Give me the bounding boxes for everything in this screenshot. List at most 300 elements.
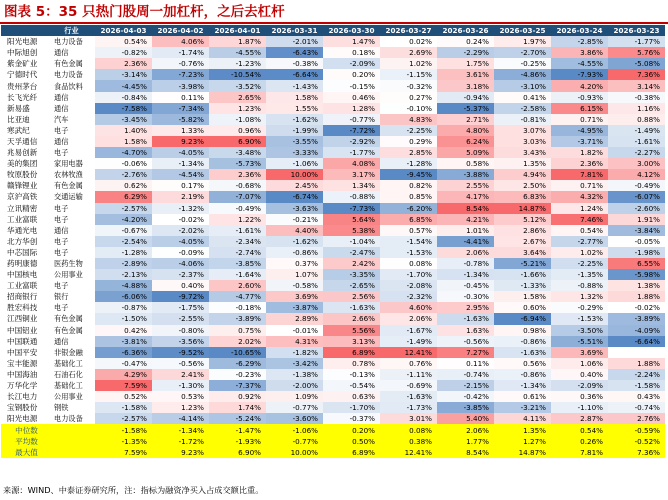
value-cell: -0.01%	[266, 325, 323, 336]
value-cell: -0.10%	[380, 103, 437, 114]
value-cell: -1.77%	[323, 147, 380, 158]
value-cell: -1.62%	[266, 114, 323, 125]
value-cell: -0.49%	[608, 180, 665, 191]
value-cell: -2.89%	[95, 258, 152, 269]
value-cell: 1.58%	[95, 136, 152, 147]
value-cell: -5.21%	[494, 258, 551, 269]
value-cell: 1.16%	[608, 103, 665, 114]
value-cell: -5.37%	[437, 103, 494, 114]
value-cell: -0.77%	[266, 402, 323, 413]
value-cell: 4.94%	[494, 169, 551, 180]
value-cell: -2.25%	[380, 125, 437, 136]
value-cell: 0.58%	[437, 158, 494, 169]
value-cell: 0.53%	[152, 391, 209, 402]
value-cell: -7.73%	[323, 203, 380, 214]
industry-cell: 钢铁	[54, 403, 69, 413]
value-cell: 2.19%	[152, 191, 209, 202]
value-cell: 4.60%	[380, 302, 437, 313]
value-cell: -2.08%	[380, 280, 437, 291]
value-cell: 2.36%	[551, 158, 608, 169]
value-cell: -3.35%	[323, 269, 380, 280]
value-cell: 4.32%	[551, 191, 608, 202]
value-cell: -1.63%	[323, 302, 380, 313]
summary-spacer	[48, 436, 95, 447]
stock-name: 长飞光纤	[7, 92, 38, 102]
value-cell: -0.86%	[494, 369, 551, 380]
value-cell: -2.74%	[209, 247, 266, 258]
summary-spacer	[48, 424, 95, 435]
value-cell: -1.38%	[266, 369, 323, 380]
value-cell: 4.11%	[494, 413, 551, 424]
value-cell: 2.66%	[323, 313, 380, 324]
value-cell: 3.69%	[551, 347, 608, 358]
summary-value: 7.59%	[95, 447, 152, 458]
value-cell: -0.37%	[323, 413, 380, 424]
value-cell: -0.47%	[95, 358, 152, 369]
summary-label: 最大值	[1, 447, 48, 458]
value-cell: -1.75%	[152, 302, 209, 313]
value-cell: -0.05%	[608, 236, 665, 247]
value-cell: 5.40%	[437, 413, 494, 424]
value-cell: -6.36%	[95, 347, 152, 358]
value-cell: 1.38%	[608, 280, 665, 291]
value-cell: -0.38%	[608, 92, 665, 103]
value-cell: 2.50%	[494, 180, 551, 191]
stock-name: 立讯精密	[7, 203, 38, 213]
value-cell: -2.70%	[494, 47, 551, 58]
value-cell: 5.38%	[323, 225, 380, 236]
table-row	[1, 180, 665, 191]
value-cell: -0.82%	[95, 47, 152, 58]
value-cell: -0.38%	[266, 58, 323, 69]
table-row	[1, 225, 665, 236]
value-cell: -0.88%	[323, 191, 380, 202]
stock-name: 工业富联	[7, 281, 38, 291]
industry-cell: 公用事业	[54, 270, 83, 280]
value-cell: 2.85%	[380, 147, 437, 158]
value-cell	[608, 347, 665, 358]
industry-cell: 非银金融	[54, 347, 83, 357]
stock-name: 贵州茅台	[7, 81, 38, 91]
value-cell: -3.52%	[209, 80, 266, 91]
value-cell: 0.92%	[209, 391, 266, 402]
stock-name: 京沪高铁	[7, 192, 38, 202]
value-cell: -4.20%	[95, 214, 152, 225]
value-cell: 0.61%	[494, 391, 551, 402]
value-cell: -1.63%	[437, 313, 494, 324]
table-row	[1, 47, 665, 58]
industry-cell: 通信	[54, 336, 69, 346]
table-row	[1, 391, 665, 402]
value-cell: 0.71%	[551, 180, 608, 191]
table-row	[1, 147, 665, 158]
value-cell: 1.23%	[209, 103, 266, 114]
value-cell: 2.45%	[266, 180, 323, 191]
value-cell: -1.10%	[551, 402, 608, 413]
value-cell: 6.90%	[209, 136, 266, 147]
table-row	[1, 269, 665, 280]
value-cell: -1.99%	[266, 125, 323, 136]
value-cell: 1.87%	[209, 36, 266, 47]
stock-name: 兆易创新	[7, 148, 38, 158]
value-cell: -3.71%	[551, 136, 608, 147]
value-cell: 0.17%	[152, 180, 209, 191]
value-cell: -1.82%	[266, 347, 323, 358]
industry-cell: 电力设备	[54, 70, 83, 80]
value-cell: -2.32%	[380, 291, 437, 302]
value-cell: 8.54%	[437, 203, 494, 214]
table-row	[1, 169, 665, 180]
header-date: 2026-03-30	[323, 25, 380, 36]
header-date: 2026-03-25	[494, 25, 551, 36]
value-cell: -3.21%	[494, 402, 551, 413]
value-cell: 6.29%	[95, 191, 152, 202]
value-cell: -0.93%	[551, 92, 608, 103]
value-cell: 1.28%	[323, 103, 380, 114]
value-cell: -2.85%	[551, 36, 608, 47]
industry-cell: 电子	[54, 203, 69, 213]
value-cell: -3.84%	[608, 225, 665, 236]
summary-value: 7.81%	[551, 447, 608, 458]
summary-row	[1, 447, 665, 458]
industry-cell: 农林牧渔	[54, 170, 83, 180]
industry-cell: 电子	[54, 247, 69, 257]
value-cell: 1.02%	[380, 58, 437, 69]
value-cell: 1.47%	[323, 36, 380, 47]
header-stock	[1, 25, 48, 36]
value-cell: -3.48%	[209, 147, 266, 158]
value-cell: 4.40%	[266, 225, 323, 236]
value-cell: 2.41%	[152, 369, 209, 380]
value-cell: 0.85%	[380, 191, 437, 202]
value-cell: 4.20%	[551, 80, 608, 91]
value-cell: -1.30%	[152, 380, 209, 391]
value-cell: -4.05%	[152, 147, 209, 158]
industry-cell: 电子	[54, 125, 69, 135]
summary-value: 2.06%	[437, 424, 494, 435]
value-cell: 0.96%	[209, 125, 266, 136]
value-cell: 3.14%	[608, 80, 665, 91]
stock-name: 宝钢股份	[7, 403, 38, 413]
summary-value: 0.26%	[551, 436, 608, 447]
value-cell: -1.11%	[380, 369, 437, 380]
value-cell: -1.49%	[380, 336, 437, 347]
summary-row	[1, 436, 665, 447]
industry-cell: 有色金属	[54, 59, 83, 69]
value-cell: 3.43%	[494, 147, 551, 158]
value-cell: 2.55%	[437, 180, 494, 191]
value-cell: 0.52%	[95, 391, 152, 402]
value-cell: -2.15%	[437, 380, 494, 391]
value-cell: 1.09%	[266, 391, 323, 402]
value-cell: -7.07%	[209, 191, 266, 202]
value-cell: -0.84%	[95, 92, 152, 103]
value-cell: 6.85%	[380, 214, 437, 225]
value-cell: -0.18%	[209, 302, 266, 313]
value-cell: -0.13%	[323, 369, 380, 380]
industry-cell: 通信	[54, 48, 69, 58]
table-row	[1, 80, 665, 91]
value-cell: -2.65%	[323, 280, 380, 291]
value-cell: -2.57%	[95, 203, 152, 214]
value-cell: -3.63%	[266, 203, 323, 214]
stock-name: 江西铜业	[7, 314, 38, 324]
table-row	[1, 247, 665, 258]
stock-name: 中际旭创	[7, 48, 38, 58]
value-cell: 6.24%	[437, 136, 494, 147]
value-cell: 0.98%	[494, 325, 551, 336]
value-cell: 0.36%	[551, 391, 608, 402]
value-cell: -3.60%	[266, 413, 323, 424]
value-cell: -2.09%	[323, 58, 380, 69]
value-cell: 0.40%	[551, 369, 608, 380]
value-cell: -0.02%	[152, 214, 209, 225]
value-cell: -3.81%	[95, 336, 152, 347]
value-cell: -4.95%	[551, 125, 608, 136]
value-cell: 3.18%	[437, 80, 494, 91]
value-cell: 0.18%	[323, 47, 380, 58]
value-cell: -2.76%	[95, 169, 152, 180]
stock-name: 北方华创	[7, 236, 38, 246]
stock-name: 中芯国际	[7, 247, 38, 257]
table-row	[1, 103, 665, 114]
header-date: 2026-03-24	[551, 25, 608, 36]
summary-value: 0.38%	[380, 436, 437, 447]
value-cell: 4.31%	[266, 336, 323, 347]
value-cell: -6.94%	[494, 313, 551, 324]
stock-name: 中国铝业	[7, 325, 38, 335]
value-cell: 4.80%	[437, 125, 494, 136]
summary-value: -1.35%	[95, 436, 152, 447]
value-cell: 5.76%	[608, 47, 665, 58]
value-cell: -1.54%	[380, 236, 437, 247]
summary-value: -0.52%	[608, 436, 665, 447]
value-cell: -3.10%	[494, 80, 551, 91]
value-cell: 1.74%	[209, 402, 266, 413]
value-cell: 3.00%	[608, 158, 665, 169]
stock-name: 比亚迪	[7, 114, 30, 124]
value-cell: -1.64%	[209, 269, 266, 280]
value-cell: 0.20%	[323, 69, 380, 80]
value-cell: -4.77%	[209, 291, 266, 302]
value-cell: -7.37%	[209, 380, 266, 391]
value-cell: 3.61%	[437, 69, 494, 80]
value-cell: -1.70%	[380, 269, 437, 280]
value-cell: -1.32%	[152, 203, 209, 214]
value-cell: -2.55%	[152, 313, 209, 324]
value-cell: 0.46%	[323, 92, 380, 103]
value-cell: -9.45%	[380, 169, 437, 180]
stock-name: 天孚通信	[7, 136, 38, 146]
industry-cell: 基础化工	[54, 358, 83, 368]
value-cell: -0.45%	[437, 280, 494, 291]
industry-cell: 交通运输	[54, 192, 83, 202]
industry-cell: 电子	[54, 303, 69, 313]
value-cell: -2.58%	[494, 103, 551, 114]
value-cell: 0.78%	[323, 358, 380, 369]
value-cell: 10.00%	[266, 169, 323, 180]
value-cell: -1.66%	[494, 269, 551, 280]
header-date: 2026-04-01	[209, 25, 266, 36]
value-cell: -1.43%	[266, 80, 323, 91]
value-cell: -5.24%	[209, 413, 266, 424]
value-cell: -0.58%	[266, 280, 323, 291]
table-row	[1, 158, 665, 169]
industry-cell: 医药生物	[54, 259, 83, 269]
summary-value: -1.93%	[209, 436, 266, 447]
value-cell: -1.28%	[380, 158, 437, 169]
value-cell: -4.70%	[95, 147, 152, 158]
value-cell: -2.02%	[152, 225, 209, 236]
value-cell: 4.12%	[608, 169, 665, 180]
stock-name: 中国联通	[7, 336, 38, 346]
value-cell: 0.88%	[608, 114, 665, 125]
value-cell: -0.21%	[266, 214, 323, 225]
value-cell: -2.92%	[323, 136, 380, 147]
table-row	[1, 280, 665, 291]
value-cell: 1.22%	[209, 214, 266, 225]
table-row	[1, 258, 665, 269]
value-cell: -3.98%	[152, 80, 209, 91]
value-cell: 2.56%	[323, 291, 380, 302]
value-cell: -6.20%	[380, 203, 437, 214]
stock-name: 宝丰能源	[7, 358, 38, 368]
value-cell: 0.60%	[494, 302, 551, 313]
stock-name: 赣锋锂业	[7, 181, 38, 191]
value-cell: 0.29%	[380, 136, 437, 147]
industry-cell: 石油石化	[54, 369, 83, 379]
summary-value: 0.08%	[380, 424, 437, 435]
value-cell: -0.77%	[323, 114, 380, 125]
value-cell: -3.33%	[266, 147, 323, 158]
value-cell: -1.70%	[323, 402, 380, 413]
value-cell: -1.08%	[209, 114, 266, 125]
value-cell: 0.11%	[437, 358, 494, 369]
leverage-table	[1, 25, 665, 458]
value-cell: -0.67%	[95, 225, 152, 236]
stock-name: 新易盛	[7, 103, 30, 113]
value-cell: -0.49%	[209, 203, 266, 214]
value-cell: 1.06%	[551, 358, 608, 369]
summary-value: -0.59%	[608, 424, 665, 435]
value-cell: -6.29%	[209, 358, 266, 369]
value-cell: 0.62%	[95, 180, 152, 191]
value-cell: -0.87%	[95, 302, 152, 313]
value-cell: 0.27%	[380, 92, 437, 103]
value-cell: -2.57%	[95, 413, 152, 424]
value-cell: 0.57%	[380, 225, 437, 236]
stock-name: 药明康德	[7, 259, 38, 269]
value-cell: -3.42%	[266, 358, 323, 369]
value-cell: -1.50%	[95, 313, 152, 324]
value-cell: 9.23%	[152, 136, 209, 147]
value-cell: 6.55%	[608, 258, 665, 269]
value-cell: 2.67%	[494, 236, 551, 247]
value-cell: -1.53%	[551, 313, 608, 324]
summary-value: -1.06%	[266, 424, 323, 435]
value-cell: -1.06%	[266, 158, 323, 169]
table-row	[1, 413, 665, 424]
stock-name: 中国核电	[7, 270, 38, 280]
value-cell: -2.54%	[95, 236, 152, 247]
value-cell: 2.71%	[437, 114, 494, 125]
value-cell: 1.75%	[437, 58, 494, 69]
stock-name: 胜宏科技	[7, 303, 38, 313]
summary-value: -1.47%	[209, 424, 266, 435]
value-cell: -1.74%	[152, 47, 209, 58]
value-cell: 3.64%	[494, 247, 551, 258]
value-cell: 1.34%	[323, 180, 380, 191]
summary-value: 14.87%	[494, 447, 551, 458]
value-cell: 1.07%	[266, 269, 323, 280]
value-cell: -0.81%	[494, 114, 551, 125]
value-cell: 2.02%	[209, 336, 266, 347]
table-row	[1, 302, 665, 313]
value-cell: 3.86%	[551, 47, 608, 58]
value-cell: 0.08%	[380, 258, 437, 269]
value-cell: -6.74%	[266, 191, 323, 202]
value-cell: -2.34%	[209, 236, 266, 247]
value-cell: 2.87%	[551, 413, 608, 424]
value-cell: 7.46%	[551, 214, 608, 225]
value-cell: 3.17%	[323, 169, 380, 180]
table-row	[1, 114, 665, 125]
value-cell: 1.33%	[152, 125, 209, 136]
industry-cell: 电力设备	[54, 414, 83, 424]
value-cell: -4.45%	[95, 80, 152, 91]
industry-cell: 食品饮料	[54, 81, 83, 91]
value-cell: 2.76%	[608, 413, 665, 424]
table-row	[1, 291, 665, 302]
value-cell: -1.15%	[380, 69, 437, 80]
summary-value: 9.23%	[152, 447, 209, 458]
value-cell: 7.27%	[437, 347, 494, 358]
summary-value: -1.34%	[152, 424, 209, 435]
value-cell: -1.62%	[266, 236, 323, 247]
value-cell: -1.35%	[551, 269, 608, 280]
industry-cell: 通信	[54, 225, 69, 235]
value-cell: -0.30%	[437, 291, 494, 302]
summary-row	[1, 424, 665, 435]
value-cell: -2.37%	[152, 269, 209, 280]
table-row	[1, 203, 665, 214]
stock-name: 工业富联	[7, 214, 38, 224]
value-cell: -4.06%	[152, 258, 209, 269]
value-cell: -1.73%	[380, 402, 437, 413]
industry-cell: 通信	[54, 103, 69, 113]
value-cell: -4.88%	[95, 280, 152, 291]
stock-name: 招商银行	[7, 292, 38, 302]
value-cell: 0.82%	[380, 180, 437, 191]
value-cell: 1.02%	[551, 247, 608, 258]
value-cell: -7.58%	[95, 103, 152, 114]
value-cell: 1.88%	[608, 358, 665, 369]
value-cell: 6.15%	[551, 103, 608, 114]
value-cell: -6.06%	[95, 291, 152, 302]
value-cell: 0.41%	[494, 92, 551, 103]
summary-value: 8.54%	[437, 447, 494, 458]
industry-cell: 电子	[54, 148, 69, 158]
stock-name: 华通光电	[7, 225, 38, 235]
value-cell: 6.83%	[494, 191, 551, 202]
value-cell: 0.56%	[494, 358, 551, 369]
industry-cell: 有色金属	[54, 181, 83, 191]
value-cell: 1.58%	[266, 92, 323, 103]
value-cell: -1.49%	[608, 125, 665, 136]
table-row	[1, 347, 665, 358]
value-cell: -1.28%	[95, 247, 152, 258]
value-cell: -6.07%	[608, 191, 665, 202]
